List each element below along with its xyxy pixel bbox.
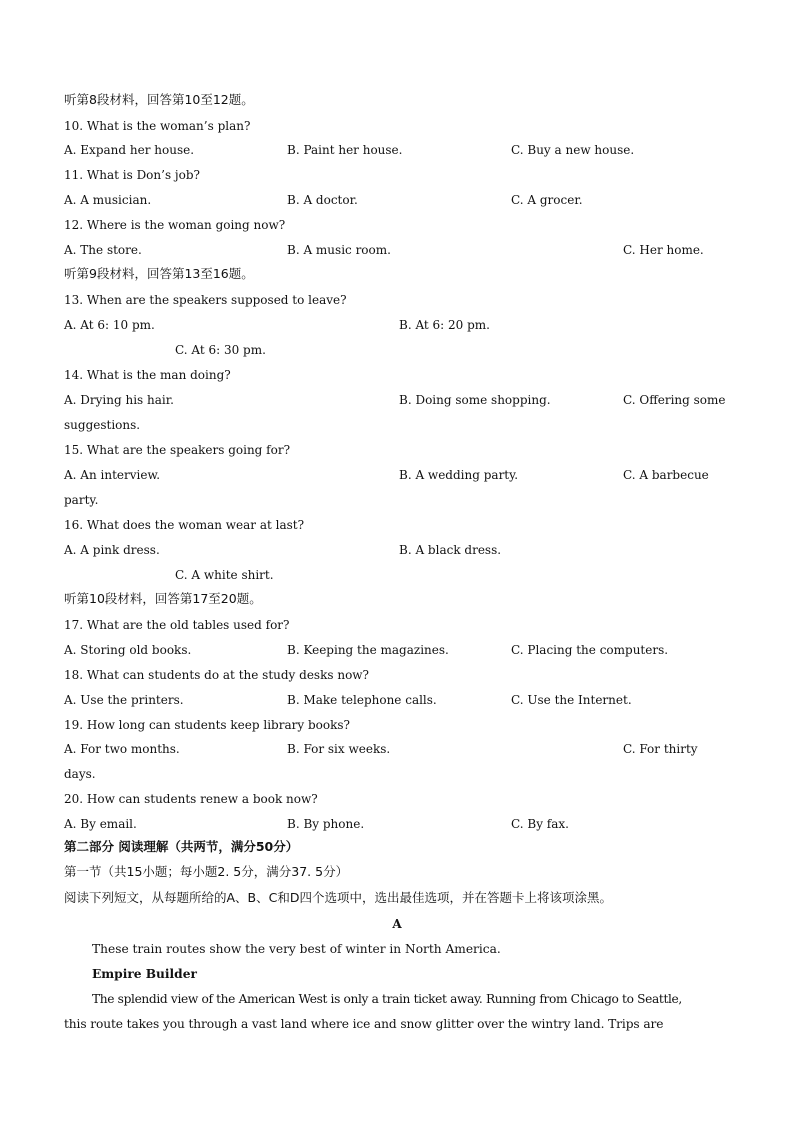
q12-option-a: A. The store. [64, 243, 142, 257]
question-16: 16. What does the woman wear at last? [64, 518, 305, 532]
q14-option-c: C. Offering some [623, 393, 726, 407]
q18-option-c: C. Use the Internet. [511, 693, 632, 707]
question-12: 12. Where is the woman going now? [64, 218, 286, 232]
q13-option-c: C. At 6: 30 pm. [175, 343, 266, 357]
passage-paragraph-line-2: this route takes you through a vast land where ice and snow glitter over the wintry land. Trips are [64, 1017, 664, 1031]
passage-paragraph-line-1: The splendid view of the American West is only a train ticket away. Running from Chicago to Seattle, [92, 992, 682, 1006]
reading-instruction: 阅读下列短文，从每题所给的A、B、C和D四个选项中，选出最佳选项，并在答题卡上将该项涂黑。 [64, 890, 612, 905]
q11-option-c: C. A grocer. [511, 193, 583, 207]
question-15: 15. What are the speakers going for? [64, 443, 291, 457]
q18-option-b: B. Make telephone calls. [287, 693, 437, 707]
question-17: 17. What are the old tables used for? [64, 618, 290, 632]
q20-option-b: B. By phone. [287, 817, 365, 831]
q12-option-c: C. Her home. [623, 243, 704, 257]
question-20: 20. How can students renew a book now? [64, 792, 318, 806]
q20-option-c: C. By fax. [511, 817, 569, 831]
q15-option-b: B. A wedding party. [399, 468, 519, 482]
q16-option-b: B. A black dress. [399, 543, 502, 557]
q19-option-c: C. For thirty [623, 742, 698, 756]
q14-option-a: A. Drying his hair. [64, 393, 174, 407]
q14-option-b: B. Doing some shopping. [399, 393, 551, 407]
q14-option-c-continued: suggestions. [64, 418, 141, 432]
q16-option-a: A. A pink dress. [64, 543, 160, 557]
q15-option-c-continued: party. [64, 493, 99, 507]
q10-option-a: A. Expand her house. [64, 143, 195, 157]
q17-option-b: B. Keeping the magazines. [287, 643, 449, 657]
q19-option-a: A. For two months. [64, 742, 180, 756]
part-2-title: 第二部分 阅读理解（共两节，满分50分） [64, 839, 299, 854]
question-13: 13. When are the speakers supposed to leave? [64, 293, 347, 307]
q10-option-c: C. Buy a new house. [511, 143, 635, 157]
passage-intro: These train routes show the very best of winter in North America. [92, 942, 501, 956]
q15-option-a: A. An interview. [64, 468, 161, 482]
passage-label: A [392, 917, 402, 931]
q19-option-c-continued: days. [64, 767, 96, 781]
section-header-material-9: 听第9段材料，回答第13至16题。 [64, 266, 254, 281]
question-10: 10. What is the woman’s plan? [64, 119, 251, 133]
q16-option-c: C. A white shirt. [175, 568, 274, 582]
q11-option-b: B. A doctor. [287, 193, 358, 207]
q12-option-b: B. A music room. [287, 243, 391, 257]
q11-option-a: A. A musician. [64, 193, 152, 207]
q15-option-c: C. A barbecue [623, 468, 709, 482]
question-19: 19. How long can students keep library books? [64, 718, 350, 732]
question-14: 14. What is the man doing? [64, 368, 231, 382]
q19-option-b: B. For six weeks. [287, 742, 391, 756]
q10-option-b: B. Paint her house. [287, 143, 403, 157]
q17-option-c: C. Placing the computers. [511, 643, 669, 657]
q18-option-a: A. Use the printers. [64, 693, 184, 707]
section-header-material-10: 听第10段材料，回答第17至20题。 [64, 591, 262, 606]
section-header-material-8: 听第8段材料，回答第10至12题。 [64, 92, 254, 107]
passage-subtitle: Empire Builder [92, 967, 197, 981]
q13-option-a: A. At 6: 10 pm. [64, 318, 155, 332]
q20-option-a: A. By email. [64, 817, 137, 831]
question-11: 11. What is Don’s job? [64, 168, 200, 182]
section-1-title: 第一节（共15小题；每小题2. 5分，满分37. 5分） [64, 864, 349, 879]
question-18: 18. What can students do at the study desks now? [64, 668, 369, 682]
q17-option-a: A. Storing old books. [64, 643, 192, 657]
q13-option-b: B. At 6: 20 pm. [399, 318, 490, 332]
